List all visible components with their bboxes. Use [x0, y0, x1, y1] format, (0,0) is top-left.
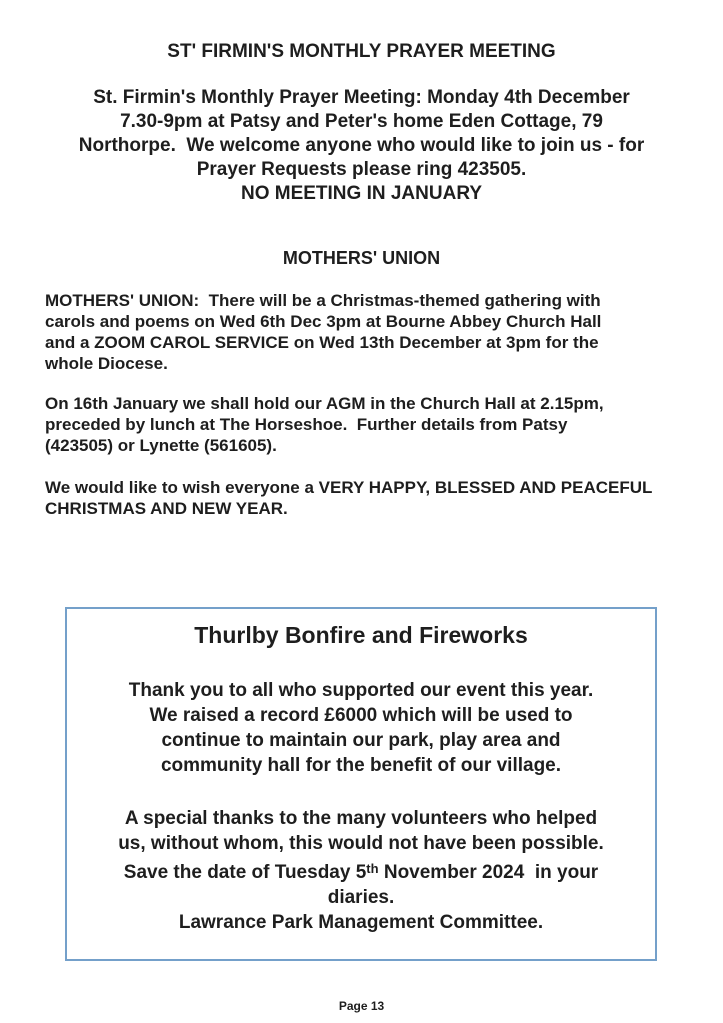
mothers-union-paragraph-2: [45, 393, 675, 456]
bonfire-announcement-box: [65, 607, 657, 961]
text-line: A special thanks to the many volunteers who helped: [124, 808, 598, 829]
text-line: We would like to wish everyone a VERY HAPPY, BLESSED AND PEACEFUL: [45, 478, 653, 497]
text-line: preceded by lunch at The Horseshoe. Further details from Patsy: [45, 415, 568, 434]
text-line: continue to maintain our park, play area and: [161, 730, 561, 751]
text-line: us, without whom, this would not have been possible.: [118, 833, 604, 854]
mothers-union-paragraph-3: [45, 477, 675, 519]
text-line: Thank you to all who supported our event this year.: [128, 680, 594, 701]
save-date-pre: Save the date of Tuesday 5: [123, 862, 367, 883]
committee-signature: Lawrance Park Management Committee.: [178, 912, 544, 933]
page-number-text: Page 13: [338, 999, 385, 1013]
ordinal-suffix: th: [366, 861, 379, 876]
text-line: MOTHERS' UNION: There will be a Christmas-themed gathering with: [45, 291, 601, 310]
bonfire-volunteers-paragraph: [67, 806, 655, 935]
text-line: We raised a record £6000 which will be used to: [149, 705, 573, 726]
page-number: [0, 999, 723, 1014]
heading-text: MOTHERS' UNION: [282, 248, 441, 268]
text-line: Prayer Requests please ring 423505.: [196, 159, 527, 180]
heading-text: Thurlby Bonfire and Fireworks: [194, 622, 528, 648]
text-line: community hall for the benefit of our village.: [160, 755, 562, 776]
text-line: (423505) or Lynette (561605).: [45, 436, 277, 455]
bonfire-box-title: [67, 621, 655, 649]
text-line: 7.30-9pm at Patsy and Peter's home Eden Cottage, 79: [120, 111, 603, 132]
text-line: carols and poems on Wed 6th Dec 3pm at Bourne Abbey Church Hall: [45, 312, 602, 331]
heading-text: ST' FIRMIN'S MONTHLY PRAYER MEETING: [167, 41, 556, 62]
save-date-line: [67, 856, 655, 885]
prayer-meeting-paragraph: [0, 86, 723, 206]
text-line: whole Diocese.: [45, 354, 168, 373]
no-meeting-notice: NO MEETING IN JANUARY: [240, 183, 483, 204]
text-line: diaries.: [327, 887, 395, 908]
text-line: On 16th January we shall hold our AGM in the Church Hall at 2.15pm,: [45, 394, 604, 413]
mothers-union-heading: [0, 247, 723, 269]
bonfire-thanks-paragraph: [67, 678, 655, 778]
text-line: St. Firmin's Monthly Prayer Meeting: Monday 4th December: [93, 87, 630, 108]
text-line: and a ZOOM CAROL SERVICE on Wed 13th December at 3pm for the: [45, 333, 599, 352]
text-line: CHRISTMAS AND NEW YEAR.: [45, 499, 288, 518]
text-line: Northorpe. We welcome anyone who would like to join us - for: [78, 135, 645, 156]
save-date-post: November 2024 in your: [378, 862, 599, 883]
prayer-meeting-title: [0, 40, 723, 64]
mothers-union-paragraph-1: [45, 290, 675, 374]
